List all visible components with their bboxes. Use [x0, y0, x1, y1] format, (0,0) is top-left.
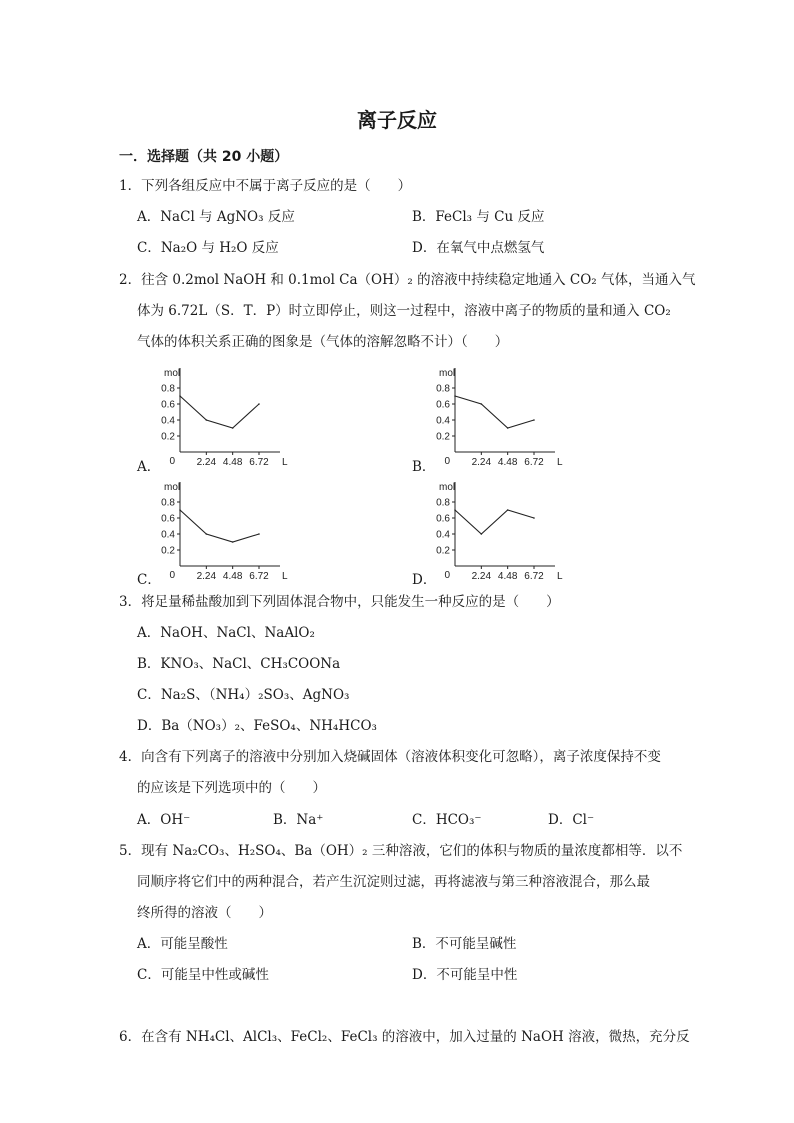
graph-a	[158, 364, 293, 474]
y-tick-label: 0.6	[161, 513, 175, 525]
graph-c-label: C．	[137, 572, 161, 588]
y-tick-label: 0.2	[161, 545, 175, 557]
data-point	[258, 533, 260, 535]
q4-option-c: C．HCO₃⁻	[412, 812, 482, 828]
y-tick-label: 0.4	[436, 415, 450, 427]
origin-label: 0	[169, 456, 175, 467]
data-point	[258, 403, 260, 405]
x-tick-label: 2.24	[196, 571, 217, 582]
origin-label: 0	[444, 456, 450, 467]
x-unit-label: L	[282, 571, 288, 582]
q5-option-d: D．不可能呈中性	[412, 967, 518, 983]
x-unit-label: L	[282, 457, 288, 468]
y-unit-label: mol	[439, 368, 456, 379]
origin-label: 0	[169, 570, 175, 581]
x-tick-label: 2.24	[471, 457, 492, 468]
origin-label: 0	[444, 570, 450, 581]
q5-line-1: 5．现有 Na₂CO₃、H₂SO₄、Ba（OH）₂ 三种溶液，它们的体积与物质的量浓度都相等．以不	[119, 843, 683, 859]
q5-option-b: B．不可能呈碱性	[412, 936, 517, 952]
data-point	[179, 395, 181, 397]
graph-b-label: B．	[412, 459, 436, 475]
data-line	[455, 510, 534, 534]
q4-line-1: 4．向含有下列离子的溶液中分别加入烧碱固体（溶液体积变化可忽略），离子浓度保持不变	[119, 749, 661, 765]
graph-a-label: A．	[137, 459, 161, 475]
data-line	[455, 396, 534, 428]
y-tick-label: 0.2	[161, 431, 175, 443]
q3-option-c: C．Na₂S、（NH₄）₂SO₃、AgNO₃	[137, 687, 350, 703]
data-point	[454, 509, 456, 511]
q5-line-3: 终所得的溶液（ ）	[137, 905, 272, 921]
y-unit-label: mol	[164, 368, 181, 379]
y-tick-label: 0.6	[436, 513, 450, 525]
q1-option-d: D．在氧气中点燃氢气	[412, 240, 545, 256]
q4-option-a: A．OH⁻	[137, 812, 191, 828]
data-point	[206, 419, 208, 421]
data-point	[533, 517, 535, 519]
y-unit-label: mol	[164, 482, 181, 493]
x-unit-label: L	[557, 571, 563, 582]
x-tick-label: 6.72	[249, 457, 269, 468]
q4-line-2: 的应该是下列选项中的（ ）	[137, 780, 326, 796]
data-point	[454, 395, 456, 397]
y-tick-label: 0.8	[436, 383, 450, 395]
data-point	[206, 533, 208, 535]
y-tick-label: 0.6	[161, 399, 175, 411]
page-title: 离子反应	[357, 108, 437, 132]
y-tick-label: 0.6	[436, 399, 450, 411]
section-heading: 一．选择题（共 20 小题）	[119, 149, 289, 165]
q4-option-b: B．Na⁺	[273, 812, 324, 828]
data-point	[232, 427, 234, 429]
data-point	[232, 541, 234, 543]
graph-d-label: D．	[412, 572, 437, 588]
y-unit-label: mol	[439, 482, 456, 493]
graph-d	[433, 478, 568, 588]
q3-option-d: D．Ba（NO₃）₂、FeSO₄、NH₄HCO₃	[137, 718, 377, 734]
q2-line-1: 2．往含 0.2mol NaOH 和 0.1mol Ca（OH）₂ 的溶液中持续稳定地通入 CO₂ 气体，当通入气	[119, 272, 696, 288]
q4-option-d: D．Cl⁻	[548, 812, 595, 828]
y-tick-label: 0.8	[161, 383, 175, 395]
y-tick-label: 0.2	[436, 431, 450, 443]
y-tick-label: 0.4	[436, 529, 450, 541]
y-tick-label: 0.4	[161, 415, 175, 427]
y-tick-label: 0.2	[436, 545, 450, 557]
data-point	[507, 427, 509, 429]
q3-stem: 3．将足量稀盐酸加到下列固体混合物中，只能发生一种反应的是（ ）	[119, 594, 560, 610]
q3-option-a: A．NaOH、NaCl、NaAlO₂	[137, 625, 315, 641]
x-tick-label: 2.24	[471, 571, 492, 582]
x-tick-label: 4.48	[222, 457, 243, 468]
q2-line-2: 体为 6.72L（S．T．P）时立即停止，则这一过程中，溶液中离子的物质的量和通入 CO₂	[137, 303, 671, 319]
graph-c	[158, 478, 293, 588]
q6-line-1: 6．在含有 NH₄Cl、AlCl₃、FeCl₂、FeCl₃ 的溶液中，加入过量的 NaOH 溶液，微热，充分反	[119, 1029, 690, 1045]
x-tick-label: 4.48	[222, 571, 243, 582]
q5-option-c: C．可能呈中性或碱性	[137, 967, 269, 983]
y-tick-label: 0.8	[161, 497, 175, 509]
y-tick-label: 0.8	[436, 497, 450, 509]
data-point	[179, 509, 181, 511]
q1-option-c: C．Na₂O 与 H₂O 反应	[137, 240, 279, 256]
graph-b	[433, 364, 568, 474]
q3-option-b: B．KNO₃、NaCl、CH₃COONa	[137, 656, 341, 672]
data-point	[533, 419, 535, 421]
q5-option-a: A．可能呈酸性	[137, 936, 228, 952]
x-tick-label: 6.72	[249, 571, 269, 582]
q5-line-2: 同顺序将它们中的两种混合，若产生沉淀则过滤，再将滤液与第三种溶液混合，那么最	[137, 874, 650, 890]
x-tick-label: 4.48	[497, 457, 518, 468]
data-point	[507, 509, 509, 511]
x-tick-label: 6.72	[524, 457, 544, 468]
data-point	[481, 403, 483, 405]
q1-option-a: A．NaCl 与 AgNO₃ 反应	[137, 209, 295, 225]
x-tick-label: 6.72	[524, 571, 544, 582]
data-line	[180, 396, 259, 428]
data-point	[481, 533, 483, 535]
x-unit-label: L	[557, 457, 563, 468]
q2-line-3: 气体的体积关系正确的图象是（气体的溶解忽略不计）（ ）	[137, 334, 509, 350]
q1-stem: 1．下列各组反应中不属于离子反应的是（ ）	[119, 178, 412, 194]
x-tick-label: 2.24	[196, 457, 217, 468]
y-tick-label: 0.4	[161, 529, 175, 541]
x-tick-label: 4.48	[497, 571, 518, 582]
data-line	[180, 510, 259, 542]
q1-option-b: B．FeCl₃ 与 Cu 反应	[412, 209, 545, 225]
